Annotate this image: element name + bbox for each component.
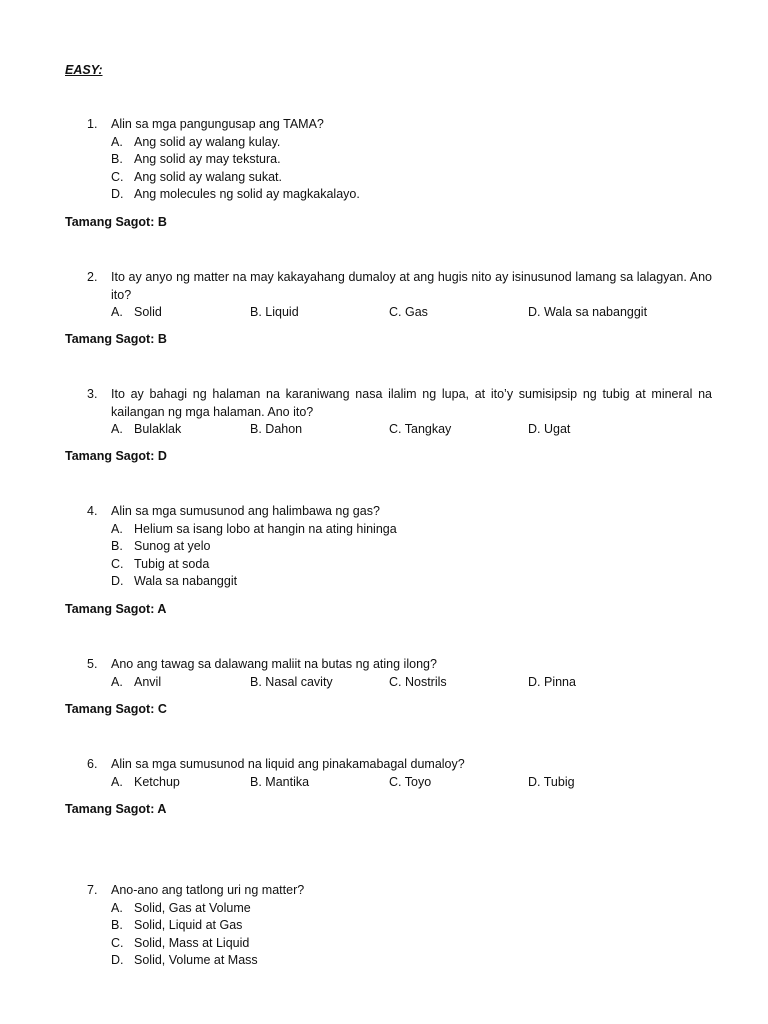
question-text: Alin sa mga pangungusap ang TAMA? (111, 117, 324, 131)
choice-text: Tangkay (404, 422, 452, 436)
choice-letter: D. (528, 774, 541, 789)
answer-letter: B (157, 215, 167, 229)
choice-a (0, 134, 768, 152)
choice-b (250, 674, 333, 692)
choice-b (0, 151, 768, 169)
choice-c (389, 674, 447, 692)
choice-c (0, 935, 768, 953)
answer-prefix: Tamang Sagot: (65, 449, 155, 463)
choice-a-text: Anvil (134, 674, 162, 689)
answer-letter: B (157, 332, 167, 346)
choice-text: Solid, Volume at Mass (134, 953, 258, 967)
question-5 (0, 656, 768, 691)
question-text: Ito ay anyo ng matter na may kakayahang dumaloy at ang hugis nito ay isinusunod lamang sa lalagyan. Ano ito? (111, 270, 712, 302)
choice-letter: C. (389, 774, 402, 789)
answer-6 (65, 801, 166, 819)
choice-a-text: Bulaklak (134, 422, 182, 436)
choice-text: Ang molecules ng solid ay magkakalayo. (134, 187, 360, 201)
question-6 (0, 756, 768, 791)
choice-letter: B. (250, 305, 262, 319)
choice-a (0, 521, 768, 539)
question-text: Ito ay bahagi ng halaman na karaniwang nasa ilalim ng lupa, at ito’y sumisipsip ng tubig at mineral na kailangan ng mga halaman. Ano ito? (111, 387, 712, 419)
choice-b (250, 421, 302, 439)
answer-3 (65, 448, 167, 466)
question-stem (0, 269, 712, 304)
choice-text: Pinna (543, 674, 576, 689)
choice-d (0, 573, 768, 591)
question-text: Alin sa mga sumusunod na liquid ang pinakamabagal dumaloy? (111, 757, 465, 771)
choice-text: Ang solid ay walang kulay. (134, 134, 281, 149)
question-number: 6. (87, 757, 98, 771)
choices-list (0, 521, 768, 591)
answer-letter: A (157, 602, 167, 616)
choice-a-text: Ketchup (134, 774, 180, 789)
choice-b (0, 538, 768, 556)
choices-row (0, 304, 768, 322)
choice-a-text: Solid (134, 305, 162, 319)
choice-letter: D. (528, 674, 541, 689)
choice-b (250, 774, 309, 792)
choice-letter: B. (250, 674, 262, 689)
answer-letter: A (157, 802, 167, 816)
answer-4 (65, 601, 166, 619)
answer-prefix: Tamang Sagot: (65, 602, 155, 616)
question-3 (0, 386, 768, 439)
answer-prefix: Tamang Sagot: (65, 332, 155, 346)
choice-b (250, 304, 299, 322)
choices-row (0, 674, 768, 692)
question-stem (0, 656, 712, 674)
choice-letter: C. (111, 169, 124, 184)
choice-a-letter: A. (111, 774, 123, 789)
answer-letter: C (157, 702, 167, 716)
choice-letter: D. (111, 953, 124, 967)
choice-a-letter: A. (111, 674, 123, 689)
choice-letter: C. (111, 556, 124, 571)
choice-d (528, 674, 576, 692)
question-text: Ano ang tawag sa dalawang maliit na butas ng ating ilong? (111, 657, 437, 671)
answer-prefix: Tamang Sagot: (65, 802, 155, 816)
question-number: 4. (87, 504, 98, 518)
choice-text: Tubig (543, 774, 575, 789)
choice-letter: D. (528, 305, 541, 319)
choice-text: Wala sa nabanggit (134, 574, 238, 588)
choice-letter: C. (389, 674, 402, 689)
question-number: 5. (87, 657, 98, 671)
choice-d (0, 952, 768, 970)
choice-a-letter: A. (111, 305, 123, 319)
answer-1 (65, 214, 167, 232)
answer-prefix: Tamang Sagot: (65, 702, 155, 716)
question-stem (0, 503, 712, 521)
choices-row (0, 774, 768, 792)
question-4 (0, 503, 768, 591)
choice-letter: C. (389, 305, 402, 319)
choice-c (389, 421, 451, 439)
choice-text: Ang solid ay walang sukat. (134, 169, 283, 184)
choice-letter: A. (111, 900, 123, 915)
choices-row (0, 421, 768, 439)
question-stem (0, 386, 712, 421)
choice-letter: A. (111, 134, 123, 149)
choice-text: Nostrils (404, 674, 447, 689)
question-7 (0, 882, 768, 970)
answer-5 (65, 701, 167, 719)
choice-text: Ang solid ay may tekstura. (134, 152, 281, 166)
question-2 (0, 269, 768, 322)
choice-c (0, 169, 768, 187)
question-text: Ano-ano ang tatlong uri ng matter? (111, 883, 305, 897)
choice-text: Dahon (265, 422, 303, 436)
choice-text: Sunog at yelo (134, 539, 211, 553)
choice-c (389, 304, 428, 322)
choice-c (389, 774, 431, 792)
choice-b (0, 917, 768, 935)
choice-letter: A. (111, 521, 123, 536)
choice-text: Toyo (404, 774, 432, 789)
choice-text: Gas (404, 305, 428, 319)
section-heading: EASY: (65, 63, 103, 77)
answer-2 (65, 331, 167, 349)
choice-text: Ugat (543, 422, 571, 436)
answer-prefix: Tamang Sagot: (65, 215, 155, 229)
choice-text: Solid, Gas at Volume (134, 900, 251, 915)
choice-letter: B. (111, 539, 123, 553)
choice-text: Solid, Mass at Liquid (134, 935, 250, 950)
question-1 (0, 116, 768, 204)
question-number: 2. (87, 270, 98, 284)
choices-list (0, 900, 768, 970)
choices-list (0, 134, 768, 204)
choice-letter: C. (389, 422, 402, 436)
choice-text: Mantika (265, 774, 310, 789)
choice-text: Wala sa nabanggit (543, 305, 648, 319)
choice-letter: B. (250, 774, 262, 789)
question-number: 1. (87, 117, 98, 131)
choice-c (0, 556, 768, 574)
choice-a-letter: A. (111, 422, 123, 436)
choice-letter: D. (528, 422, 541, 436)
question-text: Alin sa mga sumusunod ang halimbawa ng gas? (111, 504, 380, 518)
choice-text: Tubig at soda (134, 556, 210, 571)
choice-text: Helium sa isang lobo at hangin na ating hininga (134, 521, 397, 536)
choice-letter: B. (250, 422, 262, 436)
answer-letter: D (157, 449, 167, 463)
question-stem (0, 756, 712, 774)
choice-letter: B. (111, 152, 123, 166)
choice-text: Liquid (265, 305, 299, 319)
choice-d (528, 774, 575, 792)
question-number: 7. (87, 883, 98, 897)
choice-a (0, 900, 768, 918)
question-stem (0, 882, 712, 900)
choice-text: Nasal cavity (265, 674, 333, 689)
choice-letter: D. (111, 574, 124, 588)
choice-text: Solid, Liquid at Gas (134, 918, 243, 932)
choice-d (0, 186, 768, 204)
choice-letter: D. (111, 187, 124, 201)
choice-letter: B. (111, 918, 123, 932)
question-number: 3. (87, 387, 98, 401)
choice-letter: C. (111, 935, 124, 950)
question-stem (0, 116, 712, 134)
choice-d (528, 304, 647, 322)
choice-d (528, 421, 570, 439)
